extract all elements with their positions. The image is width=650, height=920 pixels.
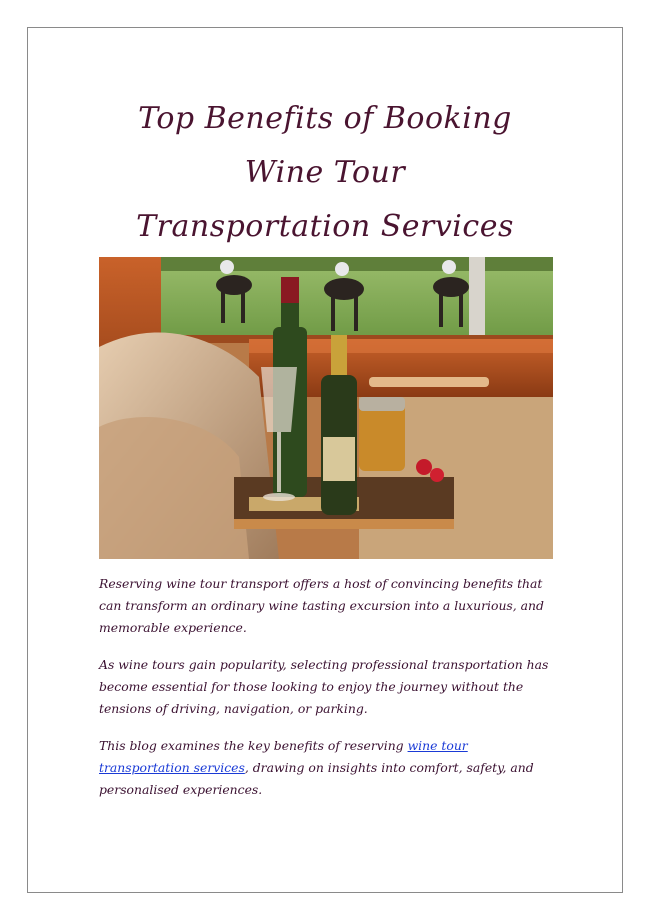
document-page: [27, 27, 623, 893]
title-line-2: Wine Tour: [244, 155, 406, 190]
wine-tour-transport-link[interactable]: wine tour transportation services: [99, 738, 468, 775]
article-body: [99, 573, 559, 816]
wine-tour-car-interior-image: [99, 257, 553, 559]
hero-image: [99, 257, 553, 559]
title-line-3: Transportation Services: [136, 209, 514, 244]
paragraph-3-intro: This blog examines the key benefits of reserving: [99, 738, 408, 753]
paragraph-3-rest: , drawing on insights into comfort, safety, and personalised experiences.: [99, 760, 534, 797]
paragraph-3: [99, 735, 559, 801]
paragraph-2: As wine tours gain popularity, selecting professional transportation has become essential for those looking to enjoy the journey without the tensions of driving, navigation, or parking.: [99, 657, 549, 716]
page-title: [28, 92, 622, 254]
paragraph-1: Reserving wine tour transport offers a host of convincing benefits that can transform an ordinary wine tasting excursion into a luxurious, and memorable experience.: [99, 576, 544, 635]
title-line-1: Top Benefits of Booking: [138, 101, 512, 136]
